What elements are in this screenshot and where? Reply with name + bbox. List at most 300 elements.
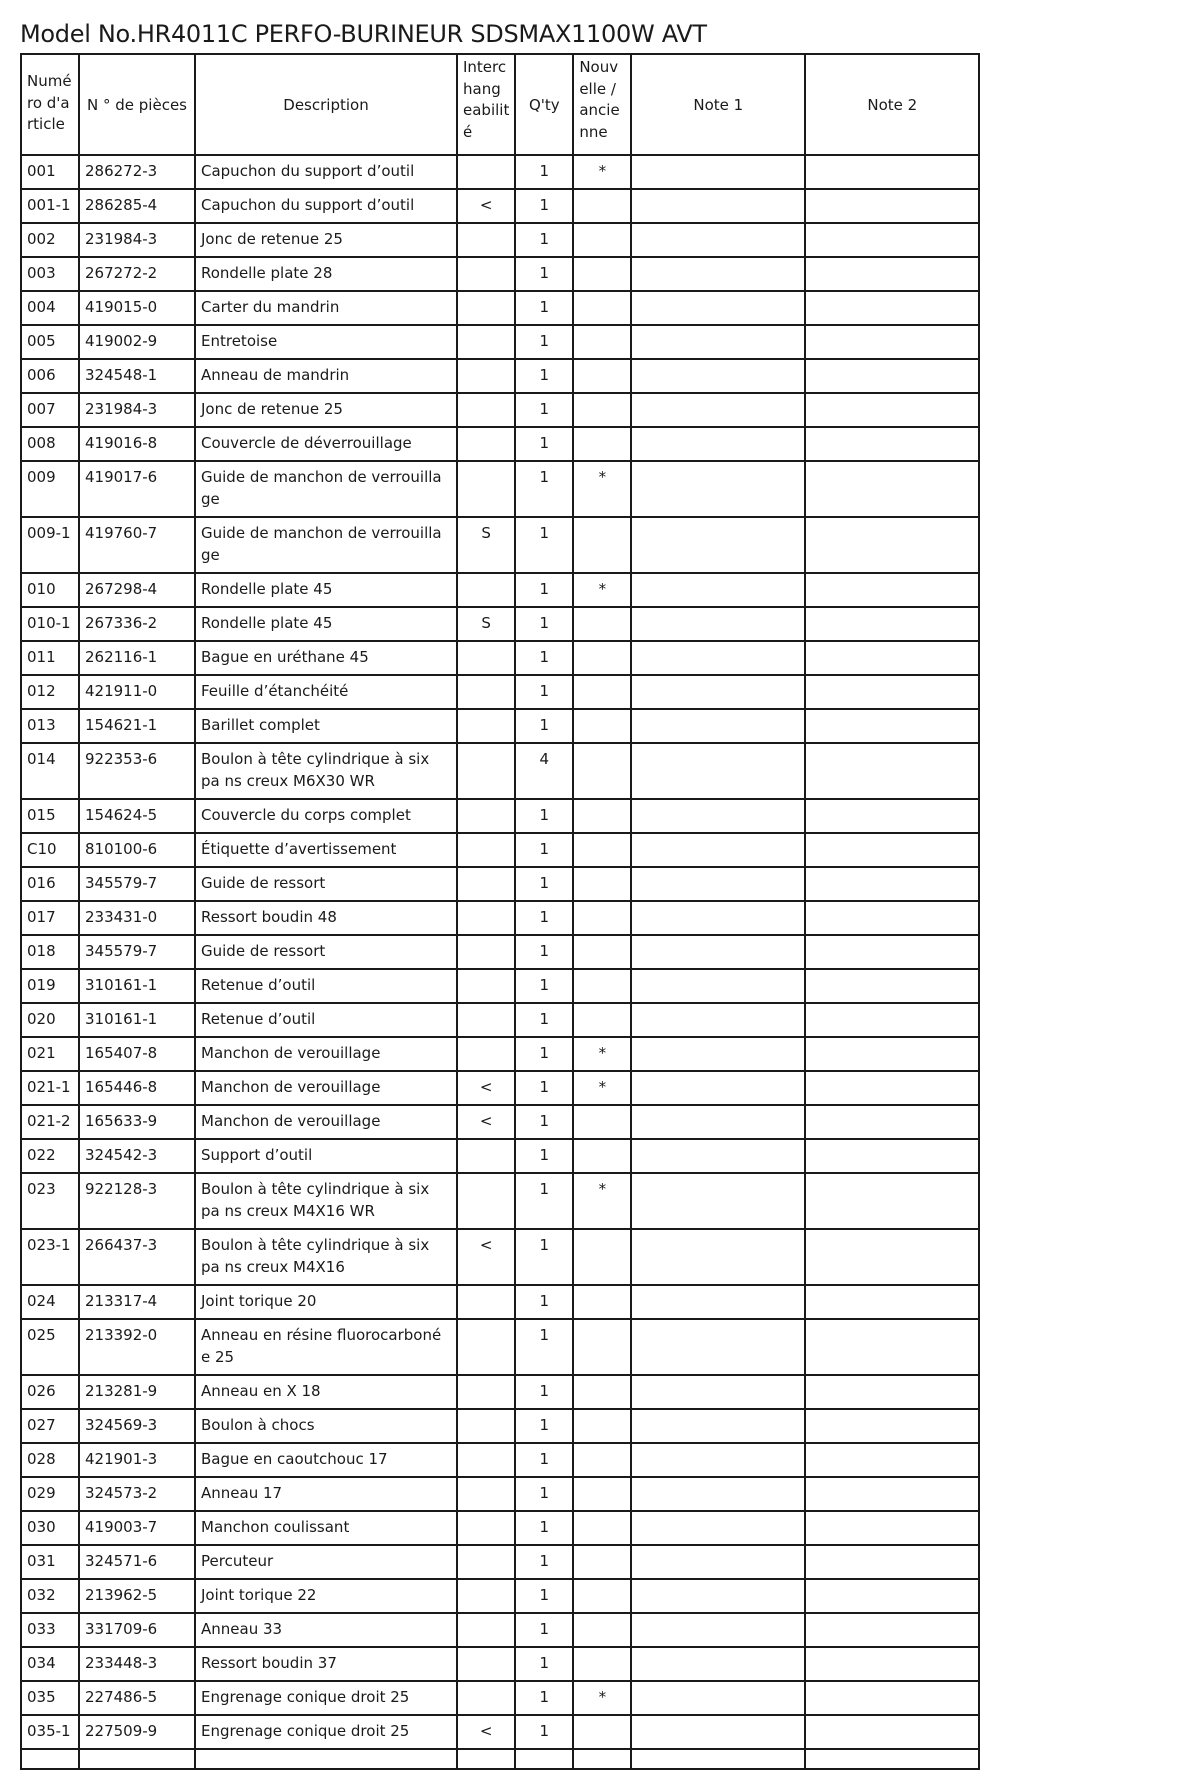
note-2-cell xyxy=(805,1071,979,1105)
interchangeability-cell: S xyxy=(457,607,515,641)
new-old-cell xyxy=(573,1511,631,1545)
table-row xyxy=(21,1681,979,1715)
note-2-cell xyxy=(805,641,979,675)
quantity-cell: 1 xyxy=(515,1409,573,1443)
empty-cell xyxy=(805,1749,979,1769)
new-old-cell xyxy=(573,1139,631,1173)
quantity-cell: 1 xyxy=(515,393,573,427)
table-row xyxy=(21,1037,979,1071)
table-row xyxy=(21,1613,979,1647)
note-1-cell xyxy=(631,1715,805,1749)
quantity-cell: 1 xyxy=(515,1173,573,1229)
note-1-cell xyxy=(631,1375,805,1409)
item-number-cell: 029 xyxy=(21,1477,79,1511)
part-number-cell: 324542-3 xyxy=(79,1139,195,1173)
new-old-cell xyxy=(573,359,631,393)
new-old-cell xyxy=(573,427,631,461)
description-cell: Guide de manchon de verrouilla ge xyxy=(195,517,457,573)
item-number-cell: 030 xyxy=(21,1511,79,1545)
note-1-cell xyxy=(631,1613,805,1647)
interchangeability-cell xyxy=(457,427,515,461)
quantity-cell: 1 xyxy=(515,291,573,325)
quantity-cell: 1 xyxy=(515,833,573,867)
quantity-cell: 1 xyxy=(515,1319,573,1375)
new-old-cell xyxy=(573,1003,631,1037)
item-number-cell: 021 xyxy=(21,1037,79,1071)
table-row xyxy=(21,257,979,291)
new-old-cell xyxy=(573,1375,631,1409)
description-cell: Joint torique 22 xyxy=(195,1579,457,1613)
part-number-cell: 331709-6 xyxy=(79,1613,195,1647)
note-2-cell xyxy=(805,1229,979,1285)
note-1-cell xyxy=(631,969,805,1003)
new-old-cell xyxy=(573,901,631,935)
table-row xyxy=(21,969,979,1003)
table-row xyxy=(21,573,979,607)
part-number-cell: 227509-9 xyxy=(79,1715,195,1749)
part-number-cell: 810100-6 xyxy=(79,833,195,867)
table-row xyxy=(21,833,979,867)
part-number-cell: 213962-5 xyxy=(79,1579,195,1613)
interchangeability-cell xyxy=(457,1037,515,1071)
note-2-cell xyxy=(805,1715,979,1749)
note-2-cell xyxy=(805,1409,979,1443)
table-row xyxy=(21,675,979,709)
item-number-cell: 018 xyxy=(21,935,79,969)
note-1-cell xyxy=(631,1511,805,1545)
empty-cell xyxy=(79,1749,195,1769)
quantity-cell: 1 xyxy=(515,1071,573,1105)
description-cell: Bague en uréthane 45 xyxy=(195,641,457,675)
item-number-cell: 010 xyxy=(21,573,79,607)
new-old-cell xyxy=(573,1579,631,1613)
interchangeability-cell xyxy=(457,1477,515,1511)
note-1-cell xyxy=(631,517,805,573)
table-row xyxy=(21,1105,979,1139)
quantity-cell: 1 xyxy=(515,1681,573,1715)
new-old-cell xyxy=(573,189,631,223)
quantity-cell: 1 xyxy=(515,427,573,461)
header-new-old: Nouv elle / ancie nne xyxy=(573,54,631,155)
interchangeability-cell xyxy=(457,325,515,359)
description-cell: Anneau de mandrin xyxy=(195,359,457,393)
part-number-cell: 324571-6 xyxy=(79,1545,195,1579)
new-old-cell xyxy=(573,743,631,799)
item-number-cell: 009 xyxy=(21,461,79,517)
note-2-cell xyxy=(805,1037,979,1071)
empty-cell xyxy=(515,1749,573,1769)
interchangeability-cell xyxy=(457,901,515,935)
table-row xyxy=(21,359,979,393)
part-number-cell: 233448-3 xyxy=(79,1647,195,1681)
new-old-cell xyxy=(573,393,631,427)
interchangeability-cell xyxy=(457,359,515,393)
new-old-cell xyxy=(573,1545,631,1579)
note-2-cell xyxy=(805,223,979,257)
part-number-cell: 227486-5 xyxy=(79,1681,195,1715)
note-2-cell xyxy=(805,1613,979,1647)
interchangeability-cell xyxy=(457,799,515,833)
part-number-cell: 345579-7 xyxy=(79,935,195,969)
quantity-cell: 1 xyxy=(515,935,573,969)
new-old-cell xyxy=(573,517,631,573)
description-cell: Feuille d’étanchéité xyxy=(195,675,457,709)
part-number-cell: 922128-3 xyxy=(79,1173,195,1229)
interchangeability-cell xyxy=(457,291,515,325)
table-header-row xyxy=(21,54,979,155)
item-number-cell: 004 xyxy=(21,291,79,325)
note-1-cell xyxy=(631,427,805,461)
table-row xyxy=(21,517,979,573)
description-cell: Support d’outil xyxy=(195,1139,457,1173)
description-cell: Guide de manchon de verrouilla ge xyxy=(195,461,457,517)
note-2-cell xyxy=(805,709,979,743)
table-row-continued xyxy=(21,1749,979,1769)
new-old-cell xyxy=(573,935,631,969)
new-old-cell: * xyxy=(573,573,631,607)
quantity-cell: 1 xyxy=(515,641,573,675)
note-2-cell xyxy=(805,1003,979,1037)
table-row xyxy=(21,1375,979,1409)
description-cell: Capuchon du support d’outil xyxy=(195,189,457,223)
note-2-cell xyxy=(805,427,979,461)
note-2-cell xyxy=(805,325,979,359)
note-2-cell xyxy=(805,359,979,393)
note-1-cell xyxy=(631,325,805,359)
item-number-cell: 032 xyxy=(21,1579,79,1613)
quantity-cell: 1 xyxy=(515,1715,573,1749)
interchangeability-cell: < xyxy=(457,1715,515,1749)
note-2-cell xyxy=(805,867,979,901)
interchangeability-cell: < xyxy=(457,1105,515,1139)
note-1-cell xyxy=(631,1037,805,1071)
note-1-cell xyxy=(631,1139,805,1173)
table-row xyxy=(21,155,979,189)
empty-cell xyxy=(457,1749,515,1769)
description-cell: Jonc de retenue 25 xyxy=(195,223,457,257)
table-row xyxy=(21,1071,979,1105)
interchangeability-cell xyxy=(457,393,515,427)
new-old-cell xyxy=(573,325,631,359)
new-old-cell: * xyxy=(573,1071,631,1105)
item-number-cell: 028 xyxy=(21,1443,79,1477)
interchangeability-cell xyxy=(457,155,515,189)
note-1-cell xyxy=(631,1071,805,1105)
item-number-cell: 002 xyxy=(21,223,79,257)
part-number-cell: 419015-0 xyxy=(79,291,195,325)
note-1-cell xyxy=(631,1319,805,1375)
note-1-cell xyxy=(631,1681,805,1715)
note-1-cell xyxy=(631,291,805,325)
header-note-2: Note 2 xyxy=(805,54,979,155)
interchangeability-cell xyxy=(457,641,515,675)
new-old-cell xyxy=(573,223,631,257)
interchangeability-cell xyxy=(457,969,515,1003)
new-old-cell xyxy=(573,1229,631,1285)
part-number-cell: 419760-7 xyxy=(79,517,195,573)
item-number-cell: 024 xyxy=(21,1285,79,1319)
quantity-cell: 1 xyxy=(515,573,573,607)
parts-table xyxy=(20,53,980,1770)
table-row xyxy=(21,743,979,799)
new-old-cell xyxy=(573,1285,631,1319)
item-number-cell: 008 xyxy=(21,427,79,461)
quantity-cell: 1 xyxy=(515,1375,573,1409)
quantity-cell: 1 xyxy=(515,969,573,1003)
note-2-cell xyxy=(805,1647,979,1681)
note-2-cell xyxy=(805,675,979,709)
item-number-cell: 020 xyxy=(21,1003,79,1037)
note-2-cell xyxy=(805,517,979,573)
interchangeability-cell xyxy=(457,1139,515,1173)
part-number-cell: 419016-8 xyxy=(79,427,195,461)
part-number-cell: 262116-1 xyxy=(79,641,195,675)
interchangeability-cell: < xyxy=(457,1071,515,1105)
new-old-cell xyxy=(573,641,631,675)
interchangeability-cell: S xyxy=(457,517,515,573)
interchangeability-cell xyxy=(457,709,515,743)
quantity-cell: 1 xyxy=(515,461,573,517)
quantity-cell: 1 xyxy=(515,901,573,935)
new-old-cell xyxy=(573,1105,631,1139)
description-cell: Ressort boudin 37 xyxy=(195,1647,457,1681)
description-cell: Étiquette d’avertissement xyxy=(195,833,457,867)
note-1-cell xyxy=(631,573,805,607)
part-number-cell: 165633-9 xyxy=(79,1105,195,1139)
part-number-cell: 324573-2 xyxy=(79,1477,195,1511)
table-row xyxy=(21,935,979,969)
note-1-cell xyxy=(631,1173,805,1229)
note-1-cell xyxy=(631,641,805,675)
new-old-cell xyxy=(573,799,631,833)
note-2-cell xyxy=(805,1477,979,1511)
quantity-cell: 1 xyxy=(515,709,573,743)
part-number-cell: 421911-0 xyxy=(79,675,195,709)
quantity-cell: 1 xyxy=(515,1037,573,1071)
quantity-cell: 1 xyxy=(515,1477,573,1511)
interchangeability-cell xyxy=(457,743,515,799)
table-row xyxy=(21,1443,979,1477)
interchangeability-cell xyxy=(457,1613,515,1647)
table-row xyxy=(21,461,979,517)
table-row xyxy=(21,1715,979,1749)
empty-cell xyxy=(631,1749,805,1769)
item-number-cell: 010-1 xyxy=(21,607,79,641)
quantity-cell: 1 xyxy=(515,189,573,223)
new-old-cell xyxy=(573,867,631,901)
quantity-cell: 1 xyxy=(515,1511,573,1545)
header-description: Description xyxy=(195,54,457,155)
table-row xyxy=(21,189,979,223)
interchangeability-cell xyxy=(457,1545,515,1579)
table-row xyxy=(21,1409,979,1443)
description-cell: Percuteur xyxy=(195,1545,457,1579)
part-number-cell: 154621-1 xyxy=(79,709,195,743)
note-2-cell xyxy=(805,1545,979,1579)
note-2-cell xyxy=(805,1681,979,1715)
description-cell: Boulon à chocs xyxy=(195,1409,457,1443)
description-cell: Manchon de verouillage xyxy=(195,1105,457,1139)
new-old-cell xyxy=(573,675,631,709)
note-2-cell xyxy=(805,743,979,799)
note-2-cell xyxy=(805,607,979,641)
note-2-cell xyxy=(805,291,979,325)
interchangeability-cell xyxy=(457,223,515,257)
description-cell: Boulon à tête cylindrique à six pa ns creux M6X30 WR xyxy=(195,743,457,799)
note-2-cell xyxy=(805,189,979,223)
interchangeability-cell xyxy=(457,1579,515,1613)
quantity-cell: 1 xyxy=(515,223,573,257)
quantity-cell: 1 xyxy=(515,1139,573,1173)
note-1-cell xyxy=(631,1285,805,1319)
description-cell: Rondelle plate 45 xyxy=(195,607,457,641)
part-number-cell: 324548-1 xyxy=(79,359,195,393)
description-cell: Anneau en résine fluorocarboné e 25 xyxy=(195,1319,457,1375)
quantity-cell: 1 xyxy=(515,1579,573,1613)
table-row xyxy=(21,607,979,641)
quantity-cell: 1 xyxy=(515,867,573,901)
description-cell: Couvercle de déverrouillage xyxy=(195,427,457,461)
description-cell: Rondelle plate 45 xyxy=(195,573,457,607)
item-number-cell: 001 xyxy=(21,155,79,189)
quantity-cell: 1 xyxy=(515,1105,573,1139)
note-2-cell xyxy=(805,833,979,867)
item-number-cell: 034 xyxy=(21,1647,79,1681)
interchangeability-cell xyxy=(457,1319,515,1375)
note-1-cell xyxy=(631,359,805,393)
part-number-cell: 165446-8 xyxy=(79,1071,195,1105)
quantity-cell: 1 xyxy=(515,1003,573,1037)
item-number-cell: 011 xyxy=(21,641,79,675)
note-2-cell xyxy=(805,901,979,935)
quantity-cell: 1 xyxy=(515,1285,573,1319)
table-row xyxy=(21,1579,979,1613)
part-number-cell: 286272-3 xyxy=(79,155,195,189)
header-item-no: Numé ro d'a rticle xyxy=(21,54,79,155)
part-number-cell: 324569-3 xyxy=(79,1409,195,1443)
note-2-cell xyxy=(805,1579,979,1613)
item-number-cell: 027 xyxy=(21,1409,79,1443)
interchangeability-cell xyxy=(457,257,515,291)
note-1-cell xyxy=(631,1003,805,1037)
item-number-cell: 025 xyxy=(21,1319,79,1375)
note-2-cell xyxy=(805,1319,979,1375)
table-row xyxy=(21,325,979,359)
quantity-cell: 1 xyxy=(515,675,573,709)
item-number-cell: 012 xyxy=(21,675,79,709)
new-old-cell xyxy=(573,1319,631,1375)
note-1-cell xyxy=(631,867,805,901)
interchangeability-cell xyxy=(457,1681,515,1715)
part-number-cell: 310161-1 xyxy=(79,969,195,1003)
item-number-cell: 031 xyxy=(21,1545,79,1579)
interchangeability-cell xyxy=(457,1285,515,1319)
description-cell: Guide de ressort xyxy=(195,867,457,901)
new-old-cell: * xyxy=(573,155,631,189)
note-1-cell xyxy=(631,799,805,833)
new-old-cell: * xyxy=(573,1173,631,1229)
quantity-cell: 1 xyxy=(515,1443,573,1477)
item-number-cell: 014 xyxy=(21,743,79,799)
part-number-cell: 922353-6 xyxy=(79,743,195,799)
interchangeability-cell xyxy=(457,833,515,867)
interchangeability-cell xyxy=(457,461,515,517)
description-cell: Anneau 33 xyxy=(195,1613,457,1647)
interchangeability-cell: < xyxy=(457,189,515,223)
description-cell: Couvercle du corps complet xyxy=(195,799,457,833)
note-1-cell xyxy=(631,1477,805,1511)
description-cell: Engrenage conique droit 25 xyxy=(195,1715,457,1749)
quantity-cell: 1 xyxy=(515,257,573,291)
part-number-cell: 419003-7 xyxy=(79,1511,195,1545)
part-number-cell: 419002-9 xyxy=(79,325,195,359)
new-old-cell xyxy=(573,969,631,1003)
interchangeability-cell xyxy=(457,1443,515,1477)
part-number-cell: 286285-4 xyxy=(79,189,195,223)
table-row xyxy=(21,393,979,427)
item-number-cell: 035-1 xyxy=(21,1715,79,1749)
new-old-cell xyxy=(573,1409,631,1443)
item-number-cell: 035 xyxy=(21,1681,79,1715)
interchangeability-cell xyxy=(457,1511,515,1545)
interchangeability-cell xyxy=(457,1409,515,1443)
table-row xyxy=(21,901,979,935)
table-row xyxy=(21,1647,979,1681)
description-cell: Boulon à tête cylindrique à six pa ns creux M4X16 xyxy=(195,1229,457,1285)
note-1-cell xyxy=(631,461,805,517)
note-1-cell xyxy=(631,1105,805,1139)
note-1-cell xyxy=(631,257,805,291)
part-number-cell: 213317-4 xyxy=(79,1285,195,1319)
description-cell: Jonc de retenue 25 xyxy=(195,393,457,427)
description-cell: Manchon coulissant xyxy=(195,1511,457,1545)
new-old-cell xyxy=(573,833,631,867)
description-cell: Boulon à tête cylindrique à six pa ns creux M4X16 WR xyxy=(195,1173,457,1229)
quantity-cell: 1 xyxy=(515,359,573,393)
note-2-cell xyxy=(805,257,979,291)
empty-cell xyxy=(195,1749,457,1769)
item-number-cell: 006 xyxy=(21,359,79,393)
description-cell: Carter du mandrin xyxy=(195,291,457,325)
note-1-cell xyxy=(631,901,805,935)
item-number-cell: 017 xyxy=(21,901,79,935)
item-number-cell: 022 xyxy=(21,1139,79,1173)
new-old-cell xyxy=(573,1443,631,1477)
table-row xyxy=(21,291,979,325)
note-1-cell xyxy=(631,833,805,867)
part-number-cell: 421901-3 xyxy=(79,1443,195,1477)
description-cell: Retenue d’outil xyxy=(195,969,457,1003)
item-number-cell: 005 xyxy=(21,325,79,359)
note-1-cell xyxy=(631,393,805,427)
empty-cell xyxy=(573,1749,631,1769)
note-2-cell xyxy=(805,1375,979,1409)
new-old-cell: * xyxy=(573,461,631,517)
table-row xyxy=(21,1003,979,1037)
part-number-cell: 231984-3 xyxy=(79,393,195,427)
note-2-cell xyxy=(805,799,979,833)
table-row xyxy=(21,1319,979,1375)
new-old-cell xyxy=(573,607,631,641)
part-number-cell: 231984-3 xyxy=(79,223,195,257)
item-number-cell: 023-1 xyxy=(21,1229,79,1285)
part-number-cell: 267272-2 xyxy=(79,257,195,291)
note-1-cell xyxy=(631,743,805,799)
note-2-cell xyxy=(805,155,979,189)
interchangeability-cell xyxy=(457,867,515,901)
new-old-cell xyxy=(573,1477,631,1511)
new-old-cell xyxy=(573,257,631,291)
